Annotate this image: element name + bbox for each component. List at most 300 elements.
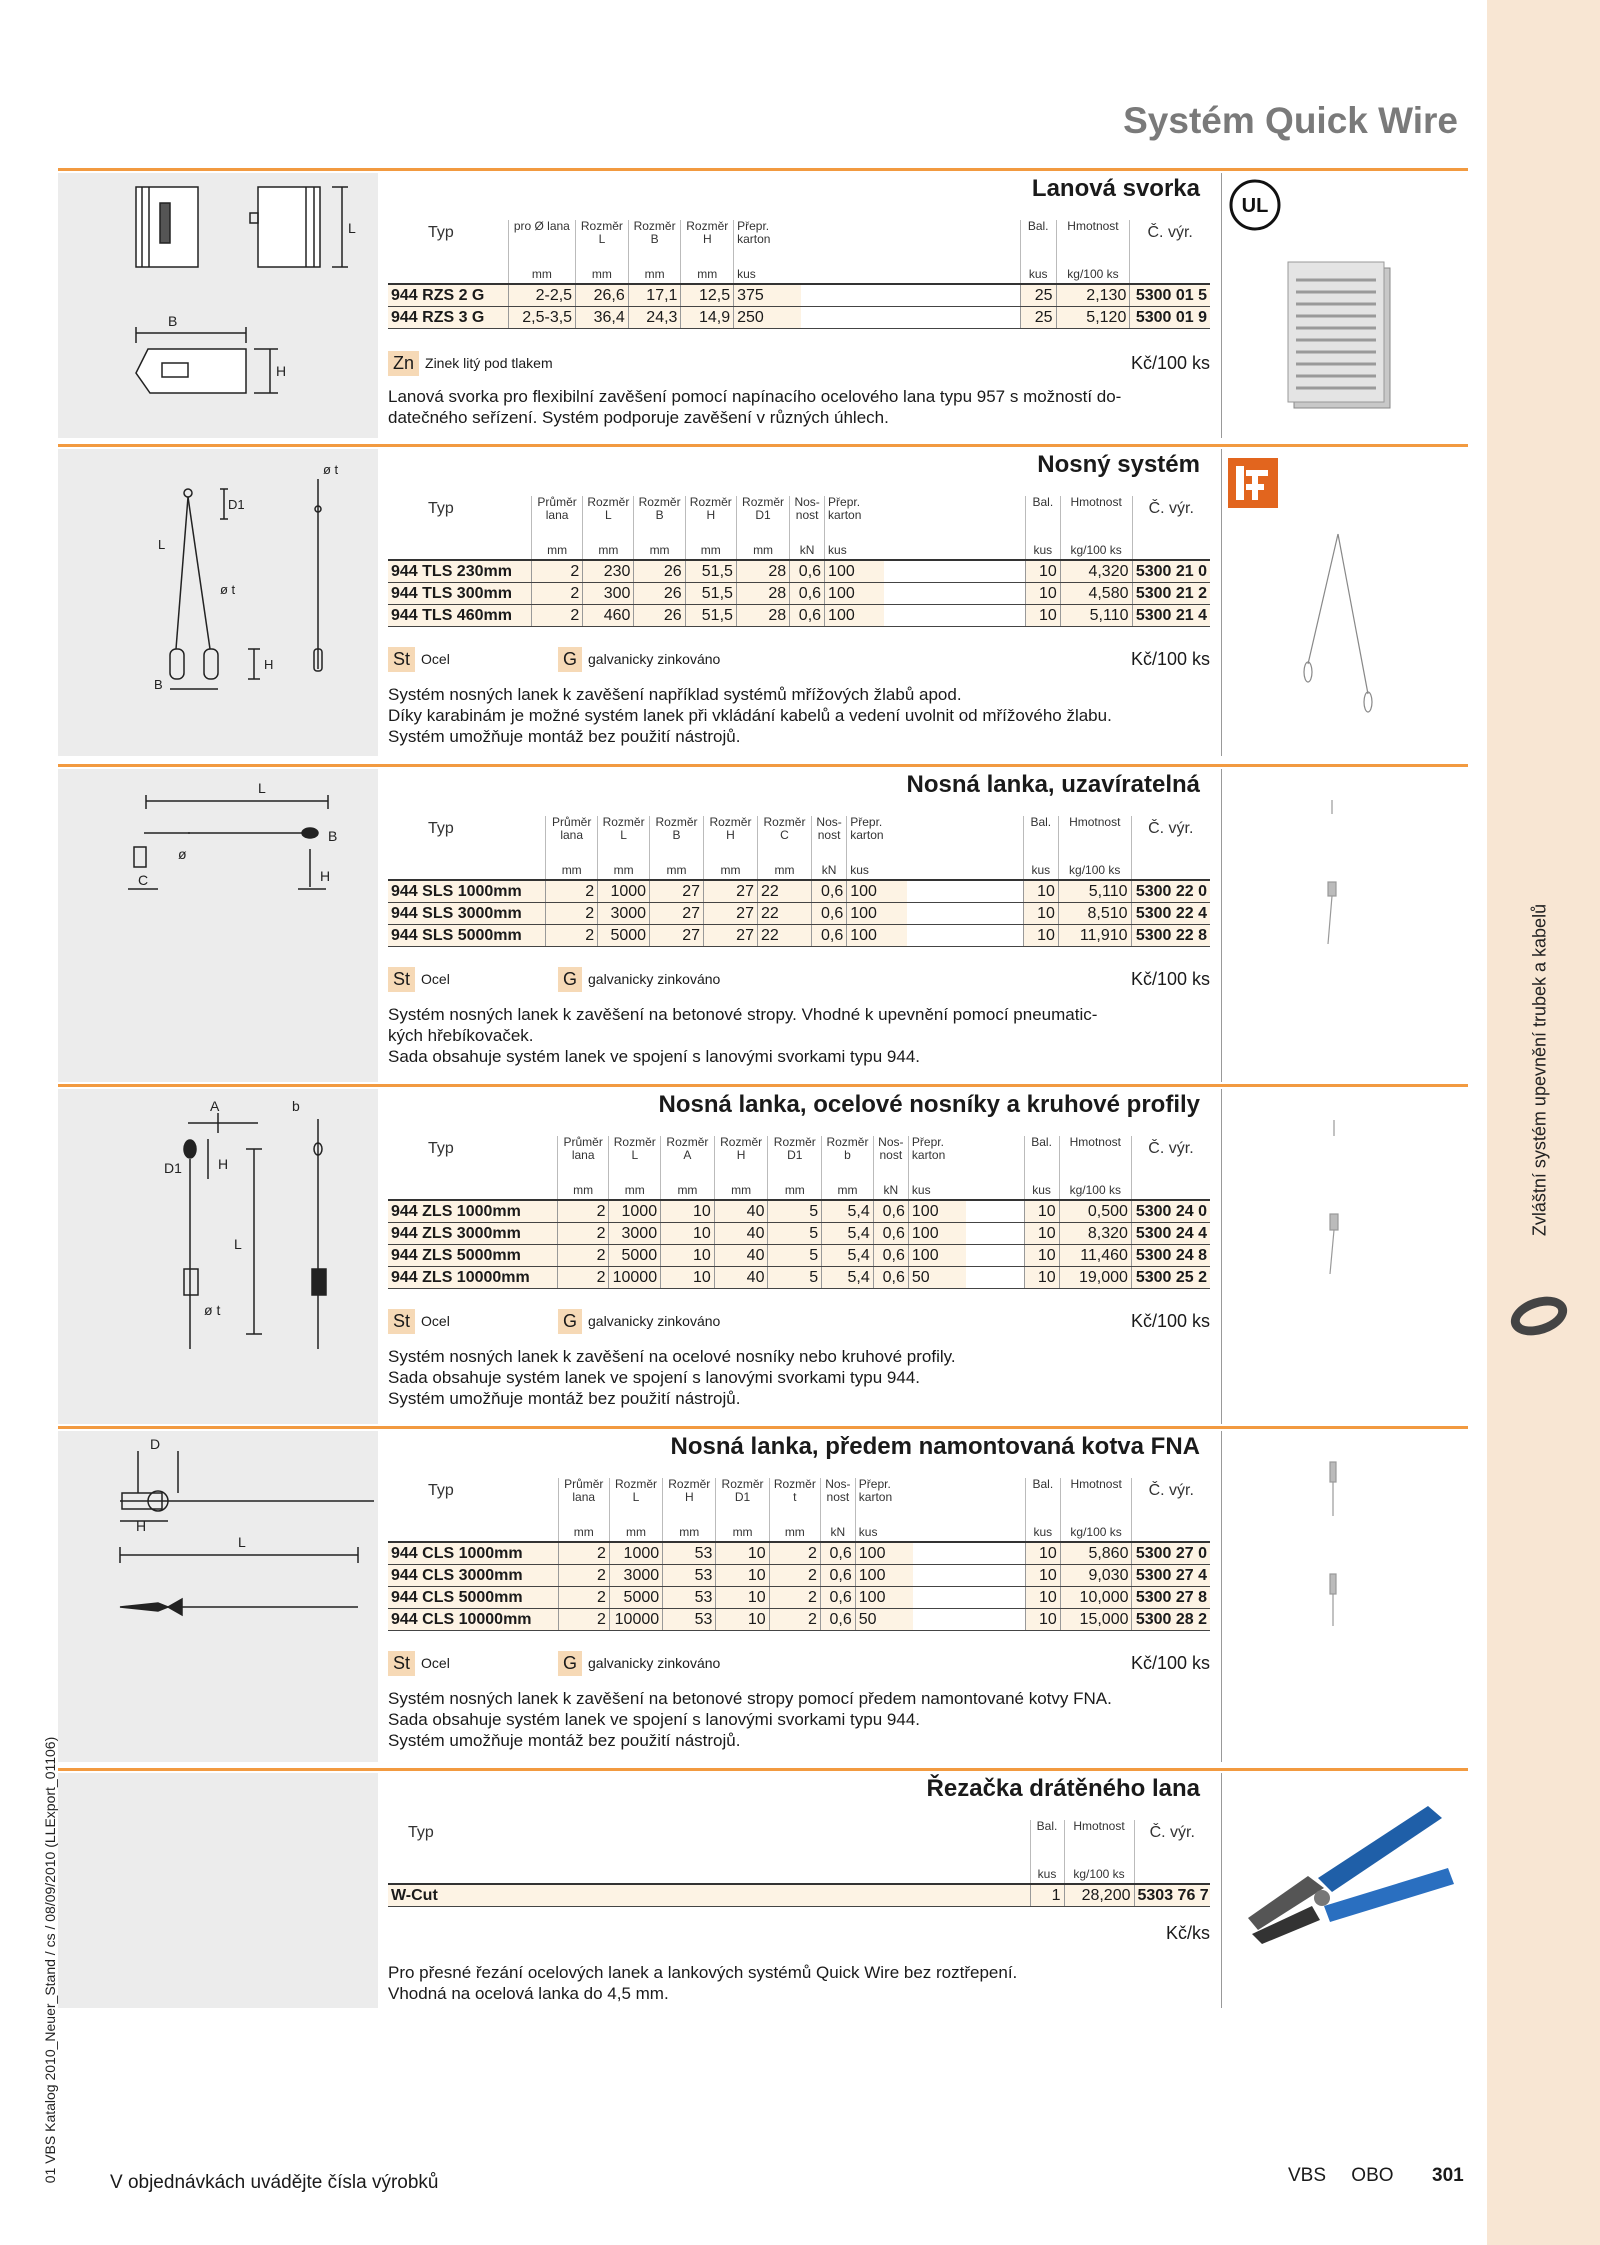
article-number: 5300 24 8 bbox=[1131, 1245, 1210, 1267]
product-photo bbox=[1228, 1446, 1468, 1646]
column-header: Hmotnost bbox=[1064, 1820, 1134, 1860]
unit-row bbox=[388, 260, 1210, 284]
material-text: Ocel bbox=[421, 651, 450, 667]
article-number: 5300 28 2 bbox=[1132, 1609, 1210, 1631]
table-cell: 40 bbox=[714, 1200, 768, 1223]
article-number: 5300 21 0 bbox=[1132, 560, 1210, 583]
table-cell: 2,130 bbox=[1056, 284, 1130, 307]
column-header: Hmotnost bbox=[1056, 220, 1130, 260]
technical-drawing bbox=[58, 449, 378, 756]
table-cell: 5,4 bbox=[822, 1223, 874, 1245]
column-divider bbox=[1221, 769, 1222, 1082]
page-number: 301 bbox=[1432, 2165, 1464, 2186]
type-cell: 944 RZS 2 G bbox=[388, 284, 508, 307]
table-cell: 0,6 bbox=[873, 1223, 908, 1245]
column-header: Rozměr t bbox=[769, 1478, 820, 1518]
material-text: Ocel bbox=[421, 971, 450, 987]
column-header: Typ bbox=[428, 820, 454, 837]
table-cell: 0,6 bbox=[790, 583, 825, 605]
column-header: Nos-nost bbox=[790, 496, 825, 536]
table-cell: 24,3 bbox=[628, 307, 681, 329]
svg-text:L: L bbox=[258, 780, 266, 796]
table-cell: 2 bbox=[558, 1565, 609, 1587]
header-row bbox=[388, 816, 1210, 856]
product-table bbox=[388, 220, 1210, 329]
column-header: Rozměr B bbox=[650, 816, 704, 856]
product-table bbox=[388, 1136, 1210, 1289]
clamp-photo-icon bbox=[1228, 258, 1468, 418]
technical-drawing bbox=[58, 1089, 378, 1424]
unit-cell: kg/100 ks bbox=[1059, 1176, 1131, 1200]
type-cell: 944 CLS 3000mm bbox=[388, 1565, 558, 1587]
table-cell: 10 bbox=[1024, 1200, 1059, 1223]
unit-cell: mm bbox=[661, 1176, 715, 1200]
unit-cell: kus bbox=[734, 260, 801, 284]
type-cell: 944 TLS 300mm bbox=[388, 583, 531, 605]
table-cell: 2 bbox=[546, 880, 598, 903]
table-cell: 22 bbox=[757, 925, 811, 947]
svg-text:D: D bbox=[150, 1436, 161, 1452]
table-cell: 10 bbox=[661, 1200, 715, 1223]
description-line: kých hřebíkovaček. bbox=[388, 1026, 534, 1045]
table-cell: 10 bbox=[1023, 903, 1058, 925]
anchor-wire-drawing-icon bbox=[58, 1431, 378, 1762]
closable-wire-drawing-icon bbox=[58, 769, 378, 1082]
table-cell: 5,4 bbox=[822, 1267, 874, 1289]
column-header: Rozměr H bbox=[704, 816, 758, 856]
material-row bbox=[388, 1918, 1210, 1948]
column-header: Rozměr H bbox=[685, 496, 736, 536]
hanger-drawing-icon bbox=[58, 449, 378, 756]
column-header: Rozměr B bbox=[634, 496, 685, 536]
table-cell: 26 bbox=[634, 560, 685, 583]
footer-order-note: V objednávkách uvádějte čísla výrobků bbox=[110, 2172, 439, 2193]
material-code: St bbox=[388, 1309, 415, 1334]
article-number: 5300 22 8 bbox=[1131, 925, 1210, 947]
table-cell: 26,6 bbox=[576, 284, 629, 307]
table-row bbox=[388, 1609, 1210, 1631]
column-header: Přepr. karton bbox=[855, 1478, 912, 1518]
price-unit: Kč/ks bbox=[1165, 1922, 1210, 1943]
section-nosna-lanka-ocelove-nosniky bbox=[58, 1084, 1468, 1424]
table-cell: 11,460 bbox=[1059, 1245, 1131, 1267]
product-photo bbox=[1228, 794, 1468, 974]
unit-cell: kg/100 ks bbox=[1058, 856, 1131, 880]
unit-cell: kN bbox=[873, 1176, 908, 1200]
table-cell: 100 bbox=[847, 925, 907, 947]
section-rule bbox=[58, 168, 1468, 171]
svg-text:B: B bbox=[154, 677, 163, 692]
description-line: Díky karabinám je možné systém lanek při vkládání kabelů a vedení uvolnit od mřížového žlabu. bbox=[388, 706, 1112, 725]
table-cell: 100 bbox=[855, 1587, 912, 1609]
svg-text:H: H bbox=[264, 657, 274, 672]
header-row bbox=[388, 1820, 1210, 1860]
svg-text:L: L bbox=[348, 220, 356, 236]
table-cell: 0,6 bbox=[790, 605, 825, 627]
material-row bbox=[388, 644, 1210, 674]
table-cell: 27 bbox=[650, 903, 704, 925]
unit-cell: kus bbox=[825, 536, 884, 560]
ul-certification-icon bbox=[1228, 178, 1282, 232]
page-title: Systém Quick Wire bbox=[1123, 100, 1458, 141]
description-line: Vhodná na ocelová lanka do 4,5 mm. bbox=[388, 1984, 669, 2003]
article-number: 5300 01 9 bbox=[1130, 307, 1210, 329]
table-cell: 10 bbox=[1025, 1587, 1060, 1609]
section-rezacka-dr-lana bbox=[58, 1768, 1468, 2008]
article-number: 5300 22 4 bbox=[1131, 903, 1210, 925]
svg-text:ø t: ø t bbox=[323, 462, 339, 477]
price-unit: Kč/100 ks bbox=[1130, 352, 1210, 373]
table-cell: 5 bbox=[768, 1223, 822, 1245]
table-cell: 36,4 bbox=[576, 307, 629, 329]
column-header: Bal. bbox=[1023, 816, 1058, 856]
beam-wire-photo-icon bbox=[1228, 1114, 1468, 1294]
header-row bbox=[388, 496, 1210, 536]
table-cell: 26 bbox=[634, 605, 685, 627]
unit-cell: kus bbox=[855, 1518, 912, 1542]
unit-cell: kg/100 ks bbox=[1056, 260, 1130, 284]
svg-text:H: H bbox=[320, 868, 331, 884]
svg-text:ø t: ø t bbox=[204, 1302, 221, 1318]
price-unit: Kč/100 ks bbox=[1130, 1652, 1210, 1673]
material-row bbox=[388, 1648, 1210, 1678]
unit-cell: kus bbox=[1025, 1518, 1060, 1542]
table-cell: 27 bbox=[704, 925, 758, 947]
unit-cell: mm bbox=[583, 536, 634, 560]
unit-cell: kus bbox=[1020, 260, 1056, 284]
column-header: Rozměr L bbox=[576, 220, 629, 260]
table-cell: 0,500 bbox=[1059, 1200, 1131, 1223]
table-cell: 0,6 bbox=[873, 1267, 908, 1289]
table-row bbox=[388, 1245, 1210, 1267]
description bbox=[388, 1962, 1210, 2004]
material-row bbox=[388, 348, 1210, 378]
finish-code: G bbox=[558, 967, 582, 992]
column-header: Č. výr. bbox=[1131, 816, 1210, 856]
article-number: 5300 27 0 bbox=[1132, 1542, 1210, 1565]
table-cell: 2 bbox=[558, 1609, 609, 1631]
table-cell: 53 bbox=[663, 1565, 716, 1587]
table-row bbox=[388, 925, 1210, 947]
table-cell: 300 bbox=[583, 583, 634, 605]
finish-code: G bbox=[558, 647, 582, 672]
section-nosna-lanka-uzaviratelna bbox=[58, 764, 1468, 1082]
table-cell: 100 bbox=[825, 583, 884, 605]
column-header: Rozměr H bbox=[663, 1478, 716, 1518]
table-cell: 10 bbox=[661, 1223, 715, 1245]
svg-text:L: L bbox=[158, 537, 166, 552]
table-cell: 10 bbox=[1024, 1245, 1059, 1267]
section-nosna-lanka-kotva-fna bbox=[58, 1426, 1468, 1762]
column-header: Č. výr. bbox=[1131, 1136, 1210, 1176]
column-header: Typ bbox=[428, 224, 454, 241]
table-cell: 27 bbox=[650, 925, 704, 947]
table-cell: 100 bbox=[908, 1200, 966, 1223]
unit-cell: kN bbox=[820, 1518, 855, 1542]
table-cell: 2-2,5 bbox=[508, 284, 575, 307]
anchor-wire-photo-icon bbox=[1228, 1446, 1468, 1646]
table-cell: 10000 bbox=[609, 1267, 661, 1289]
section-title: Nosný systém bbox=[1037, 451, 1200, 478]
table-cell: 25 bbox=[1020, 284, 1056, 307]
column-header: Rozměr L bbox=[609, 1136, 661, 1176]
svg-text:D1: D1 bbox=[228, 497, 245, 512]
unit-cell: kus bbox=[1024, 1176, 1059, 1200]
table-row bbox=[388, 284, 1210, 307]
table-cell: 10 bbox=[1025, 1565, 1060, 1587]
description-line: Systém umožňuje montáž bez použití nástrojů. bbox=[388, 727, 741, 746]
table-cell: 100 bbox=[825, 560, 884, 583]
description-line: Lanová svorka pro flexibilní zavěšení pomocí napínacího ocelového lana typu 957 s možností do- bbox=[388, 387, 1122, 406]
type-cell: 944 ZLS 1000mm bbox=[388, 1200, 557, 1223]
table-row bbox=[388, 1267, 1210, 1289]
column-header: Rozměr L bbox=[583, 496, 634, 536]
price-unit: Kč/100 ks bbox=[1130, 968, 1210, 989]
table-cell: 25 bbox=[1020, 307, 1056, 329]
finish-text: galvanicky zinkováno bbox=[588, 651, 721, 667]
section-title: Lanová svorka bbox=[1031, 175, 1200, 202]
description bbox=[388, 1346, 1210, 1409]
table-row bbox=[388, 903, 1210, 925]
table-cell: 2 bbox=[557, 1245, 609, 1267]
column-header: Bal. bbox=[1030, 1820, 1064, 1860]
technical-drawing bbox=[58, 173, 378, 438]
column-header: Rozměr H bbox=[714, 1136, 768, 1176]
column-header: Rozměr D1 bbox=[716, 1478, 769, 1518]
unit-cell: mm bbox=[768, 1176, 822, 1200]
column-header: Hmotnost bbox=[1058, 816, 1131, 856]
unit-cell: mm bbox=[634, 536, 685, 560]
material-code: St bbox=[388, 967, 415, 992]
article-number: 5303 76 7 bbox=[1134, 1884, 1210, 1907]
unit-cell: mm bbox=[609, 1518, 662, 1542]
column-header: Bal. bbox=[1024, 1136, 1059, 1176]
section-rule bbox=[58, 1768, 1468, 1771]
svg-text:D1: D1 bbox=[164, 1160, 182, 1176]
unit-row bbox=[388, 536, 1210, 560]
table-cell: 10 bbox=[1025, 605, 1060, 627]
column-divider bbox=[1221, 1773, 1222, 2008]
unit-cell: mm bbox=[736, 536, 789, 560]
table-cell: 10 bbox=[1023, 880, 1058, 903]
material-code: St bbox=[388, 647, 415, 672]
column-header: Bal. bbox=[1020, 220, 1056, 260]
unit-cell: kus bbox=[1023, 856, 1058, 880]
unit-cell: mm bbox=[609, 1176, 661, 1200]
table-cell: 10 bbox=[661, 1267, 715, 1289]
article-number: 5300 21 4 bbox=[1132, 605, 1210, 627]
unit-row bbox=[388, 1860, 1210, 1884]
finish-code: G bbox=[558, 1651, 582, 1676]
column-header: Rozměr H bbox=[681, 220, 734, 260]
table-cell: 230 bbox=[583, 560, 634, 583]
header-row bbox=[388, 220, 1210, 260]
column-header: Č. výr. bbox=[1134, 1820, 1210, 1860]
table-cell: 2 bbox=[558, 1587, 609, 1609]
table-cell: 2 bbox=[769, 1565, 820, 1587]
unit-cell: mm bbox=[757, 856, 811, 880]
table-cell: 3000 bbox=[609, 1223, 661, 1245]
column-header: Rozměr L bbox=[609, 1478, 662, 1518]
table-row bbox=[388, 1587, 1210, 1609]
product-table bbox=[388, 1478, 1210, 1631]
unit-cell: mm bbox=[628, 260, 681, 284]
unit-cell: mm bbox=[716, 1518, 769, 1542]
description-line: Sada obsahuje systém lanek ve spojení s lanovými svorkami typu 944. bbox=[388, 1710, 920, 1729]
material-text: Ocel bbox=[421, 1655, 450, 1671]
column-header: Č. výr. bbox=[1130, 220, 1210, 260]
column-header: Rozměr B bbox=[628, 220, 681, 260]
column-header: Přepr. karton bbox=[825, 496, 884, 536]
article-number: 5300 25 2 bbox=[1131, 1267, 1210, 1289]
type-cell: 944 CLS 1000mm bbox=[388, 1542, 558, 1565]
table-cell: 3000 bbox=[609, 1565, 662, 1587]
column-header: Nos-nost bbox=[811, 816, 846, 856]
table-cell: 5,4 bbox=[822, 1245, 874, 1267]
table-cell: 100 bbox=[847, 903, 907, 925]
clamp-drawing-icon bbox=[58, 173, 378, 438]
table-cell: 10 bbox=[716, 1609, 769, 1631]
unit-cell: kus bbox=[847, 856, 907, 880]
column-header: Nos-nost bbox=[820, 1478, 855, 1518]
table-cell: 27 bbox=[704, 880, 758, 903]
section-rule bbox=[58, 444, 1468, 447]
hanger-symbol-icon bbox=[1228, 458, 1278, 508]
product-table bbox=[388, 496, 1210, 627]
section-title: Nosná lanka, ocelové nosníky a kruhové profily bbox=[658, 1091, 1200, 1118]
column-header: Č. výr. bbox=[1132, 496, 1210, 536]
table-cell: 2 bbox=[557, 1267, 609, 1289]
table-row bbox=[388, 1223, 1210, 1245]
catalog-meta: 01 VBS Katalog 2010_Neuer_Stand / cs / 08/09/2010 (LLExport_01106) bbox=[42, 1736, 58, 2184]
closable-wire-photo-icon bbox=[1228, 794, 1468, 974]
column-header: Bal. bbox=[1025, 1478, 1060, 1518]
unit-cell: kus bbox=[908, 1176, 966, 1200]
unit-cell: kus bbox=[1025, 536, 1060, 560]
unit-cell: mm bbox=[531, 536, 582, 560]
side-category-label: Zvláštní systém upevnění trubek a kabelů bbox=[1529, 903, 1550, 1237]
type-cell: 944 TLS 460mm bbox=[388, 605, 531, 627]
table-cell: 11,910 bbox=[1058, 925, 1131, 947]
finish-code: G bbox=[558, 1309, 582, 1334]
table-cell: 0,6 bbox=[811, 925, 846, 947]
table-cell: 4,580 bbox=[1060, 583, 1132, 605]
unit-cell: kN bbox=[811, 856, 846, 880]
table-cell: 2 bbox=[557, 1223, 609, 1245]
product-photo bbox=[1228, 1788, 1468, 1988]
column-header: Přepr. karton bbox=[908, 1136, 966, 1176]
description-line: Systém nosných lanek k zavěšení na betonové stropy. Vhodné k upevnění pomocí pneumatic- bbox=[388, 1005, 1098, 1024]
table-cell: 53 bbox=[663, 1609, 716, 1631]
description-line: Systém nosných lanek k zavěšení například systémů mřížových žlabů apod. bbox=[388, 685, 962, 704]
finish-text: galvanicky zinkováno bbox=[588, 971, 721, 987]
wire-cutter-icon bbox=[1228, 1788, 1468, 1988]
table-cell: 0,6 bbox=[790, 560, 825, 583]
type-cell: 944 CLS 5000mm bbox=[388, 1587, 558, 1609]
table-cell: 5,860 bbox=[1060, 1542, 1132, 1565]
table-cell: 28,200 bbox=[1064, 1884, 1134, 1907]
svg-text:L: L bbox=[238, 1534, 246, 1550]
table-cell: 27 bbox=[704, 903, 758, 925]
table-cell: 2 bbox=[531, 560, 582, 583]
table-cell: 10,000 bbox=[1060, 1587, 1132, 1609]
table-cell: 5000 bbox=[609, 1245, 661, 1267]
description-line: Systém umožňuje montáž bez použití nástrojů. bbox=[388, 1389, 741, 1408]
svg-text:ø t: ø t bbox=[220, 582, 236, 597]
column-header: Rozměr D1 bbox=[768, 1136, 822, 1176]
table-cell: 375 bbox=[734, 284, 801, 307]
table-cell: 250 bbox=[734, 307, 801, 329]
table-cell: 10 bbox=[1023, 925, 1058, 947]
table-cell: 100 bbox=[855, 1565, 912, 1587]
unit-row bbox=[388, 1518, 1210, 1542]
table-cell: 40 bbox=[714, 1267, 768, 1289]
technical-drawing bbox=[58, 769, 378, 1082]
table-cell: 100 bbox=[908, 1223, 966, 1245]
column-header: Průměr lana bbox=[531, 496, 582, 536]
column-header: Průměr lana bbox=[557, 1136, 609, 1176]
table-cell: 17,1 bbox=[628, 284, 681, 307]
finish-text: galvanicky zinkováno bbox=[588, 1313, 721, 1329]
table-cell: 2 bbox=[769, 1542, 820, 1565]
table-cell: 40 bbox=[714, 1245, 768, 1267]
table-cell: 51,5 bbox=[685, 583, 736, 605]
section-title: Nosná lanka, předem namontovaná kotva FNA bbox=[670, 1433, 1200, 1460]
table-cell: 2,5-3,5 bbox=[508, 307, 575, 329]
column-header: Hmotnost bbox=[1060, 1478, 1132, 1518]
section-rule bbox=[58, 764, 1468, 767]
unit-cell: mm bbox=[650, 856, 704, 880]
table-cell: 10 bbox=[661, 1245, 715, 1267]
table-cell: 14,9 bbox=[681, 307, 734, 329]
table-row bbox=[388, 560, 1210, 583]
description-line: Systém umožňuje montáž bez použití nástrojů. bbox=[388, 1731, 741, 1750]
table-cell: 10 bbox=[1025, 583, 1060, 605]
section-nosny-system bbox=[58, 444, 1468, 756]
article-number: 5300 24 0 bbox=[1131, 1200, 1210, 1223]
section-lanova-svorka bbox=[58, 168, 1468, 438]
svg-text:ø: ø bbox=[178, 846, 187, 862]
unit-cell: kg/100 ks bbox=[1060, 1518, 1132, 1542]
svg-text:C: C bbox=[138, 872, 149, 888]
description-line: Pro přesné řezání ocelových lanek a lankových systémů Quick Wire bez roztřepení. bbox=[388, 1963, 1018, 1982]
svg-text:UL: UL bbox=[1241, 195, 1269, 217]
section-rule bbox=[58, 1426, 1468, 1429]
header-row bbox=[388, 1136, 1210, 1176]
product-photo bbox=[1228, 524, 1468, 744]
column-header: Průměr lana bbox=[546, 816, 598, 856]
table-cell: 8,320 bbox=[1059, 1223, 1131, 1245]
table-cell: 50 bbox=[855, 1609, 912, 1631]
table-cell: 1 bbox=[1030, 1884, 1064, 1907]
article-number: 5300 01 5 bbox=[1130, 284, 1210, 307]
column-header: pro Ø lana bbox=[508, 220, 575, 260]
unit-cell: mm bbox=[576, 260, 629, 284]
table-cell: 2 bbox=[769, 1609, 820, 1631]
product-photo bbox=[1228, 1114, 1468, 1294]
type-cell: 944 ZLS 10000mm bbox=[388, 1267, 557, 1289]
unit-cell: mm bbox=[546, 856, 598, 880]
table-cell: 10 bbox=[1024, 1267, 1059, 1289]
table-cell: 460 bbox=[583, 605, 634, 627]
table-cell: 0,6 bbox=[820, 1609, 855, 1631]
hanger-photo-icon bbox=[1228, 524, 1468, 744]
table-row bbox=[388, 880, 1210, 903]
column-header: Průměr lana bbox=[558, 1478, 609, 1518]
finish-text: galvanicky zinkováno bbox=[588, 1655, 721, 1671]
column-divider bbox=[1221, 173, 1222, 438]
table-cell: 8,510 bbox=[1058, 903, 1131, 925]
